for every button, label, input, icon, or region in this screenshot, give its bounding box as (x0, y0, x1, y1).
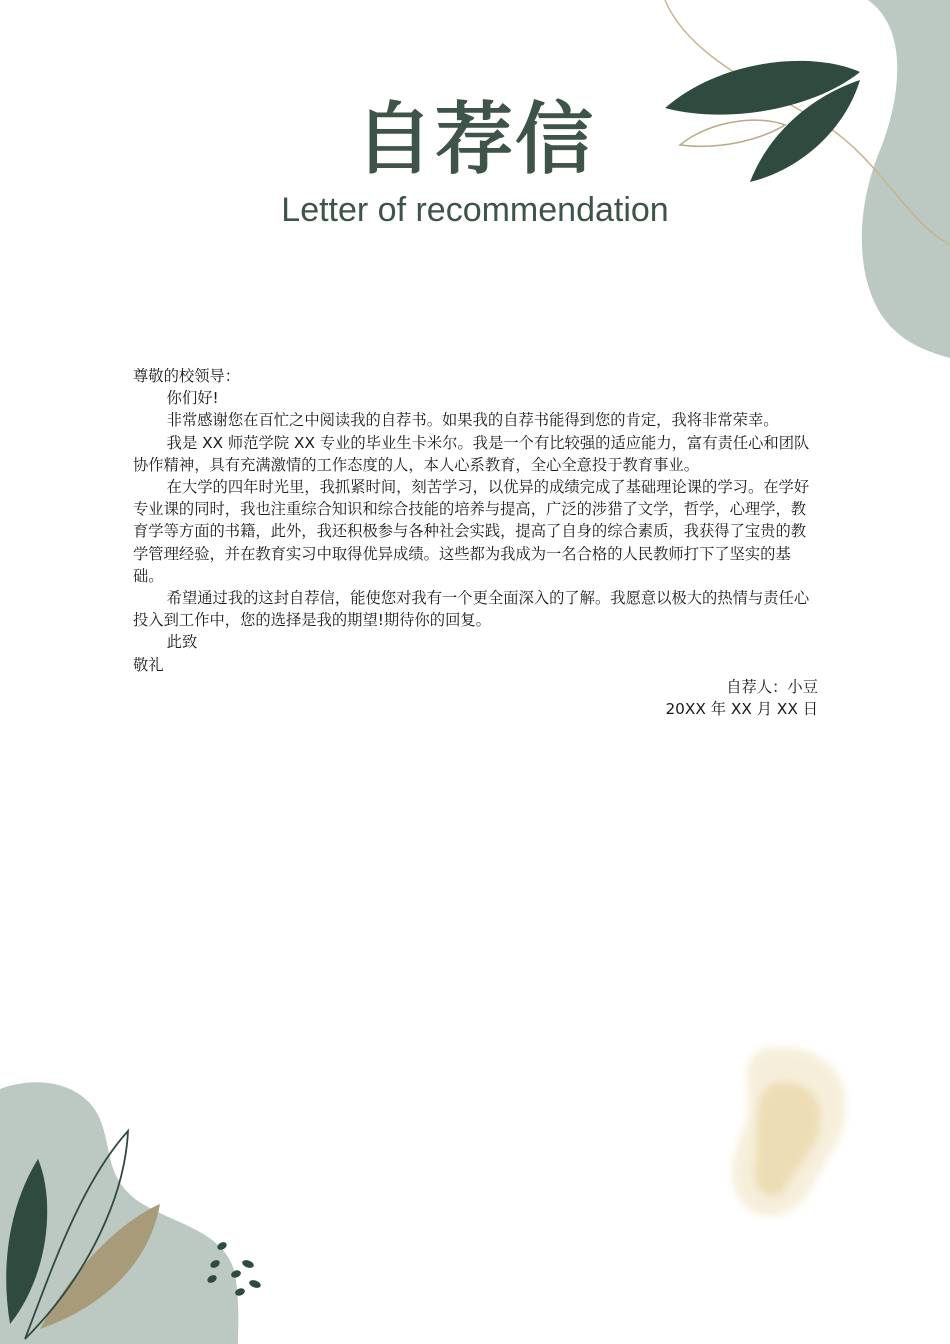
date: 20XX 年 XX 月 XX 日 (665, 700, 818, 719)
signature: 自荐人：小豆 (726, 677, 818, 696)
greeting: 你们好! (166, 389, 219, 408)
dot (230, 1269, 242, 1279)
bottom-left-leaf-decoration (0, 1074, 300, 1344)
salutation: 尊敬的校领导： (133, 367, 241, 385)
dot (209, 1258, 221, 1269)
tan-leaf-bottom (40, 1204, 160, 1329)
watercolor-outer (732, 1047, 845, 1216)
title-block (0, 92, 950, 230)
sage-blob-bottom (0, 1082, 238, 1344)
closing: 此致 (166, 633, 198, 652)
watercolor-inner (754, 1082, 820, 1196)
paragraph-4: 希望通过我的这封自荐信，能使您对我有一个更全面深入的了解。我愿意以极大的热情与责任心投入到工作中，您的选择是我的期望!期待你的回复。 (133, 589, 810, 630)
page-title: 自荐信 (354, 95, 595, 185)
dot (241, 1259, 255, 1270)
page-subtitle: Letter of recommendation (281, 191, 669, 229)
dot (234, 1287, 246, 1297)
dot (216, 1240, 228, 1251)
watercolor-splash-decoration (715, 1040, 855, 1230)
letter-body (133, 365, 818, 720)
leaf-outline-bottom (25, 1131, 128, 1339)
paragraph-2: 我是 XX 师范学院 XX 专业的毕业生卡米尔。我是一个有比较强的适应能力，富有责任心和团队协作精神，具有充满激情的工作态度的人，本人心系教育，全心全意投于教育事业。 (133, 433, 810, 474)
paragraph-3: 在大学的四年时光里，我抓紧时间，刻苦学习，以优异的成绩完成了基础理论课的学习。在学好专业课的同时，我也注重综合知识和综合技能的培养与提高，广泛的涉猎了文学，哲学，心理学，教育学等方面的书籍，此外，我还积极参与各种社会实践，提高了自身的综合素质，我获得了宝贵的教学管理经验，并在教育实习中取得优异成绩。这些都为我成为一名合格的人民教师打下了坚实的基础。 (133, 478, 810, 585)
dot (206, 1273, 218, 1284)
paragraph-1: 非常感谢您在百忙之中阅读我的自荐书。如果我的自荐书能得到您的肯定，我将非常荣幸。 (166, 411, 779, 430)
dot (248, 1279, 262, 1290)
regards: 敬礼 (133, 655, 164, 674)
dark-leaf-bottom (6, 1159, 47, 1324)
